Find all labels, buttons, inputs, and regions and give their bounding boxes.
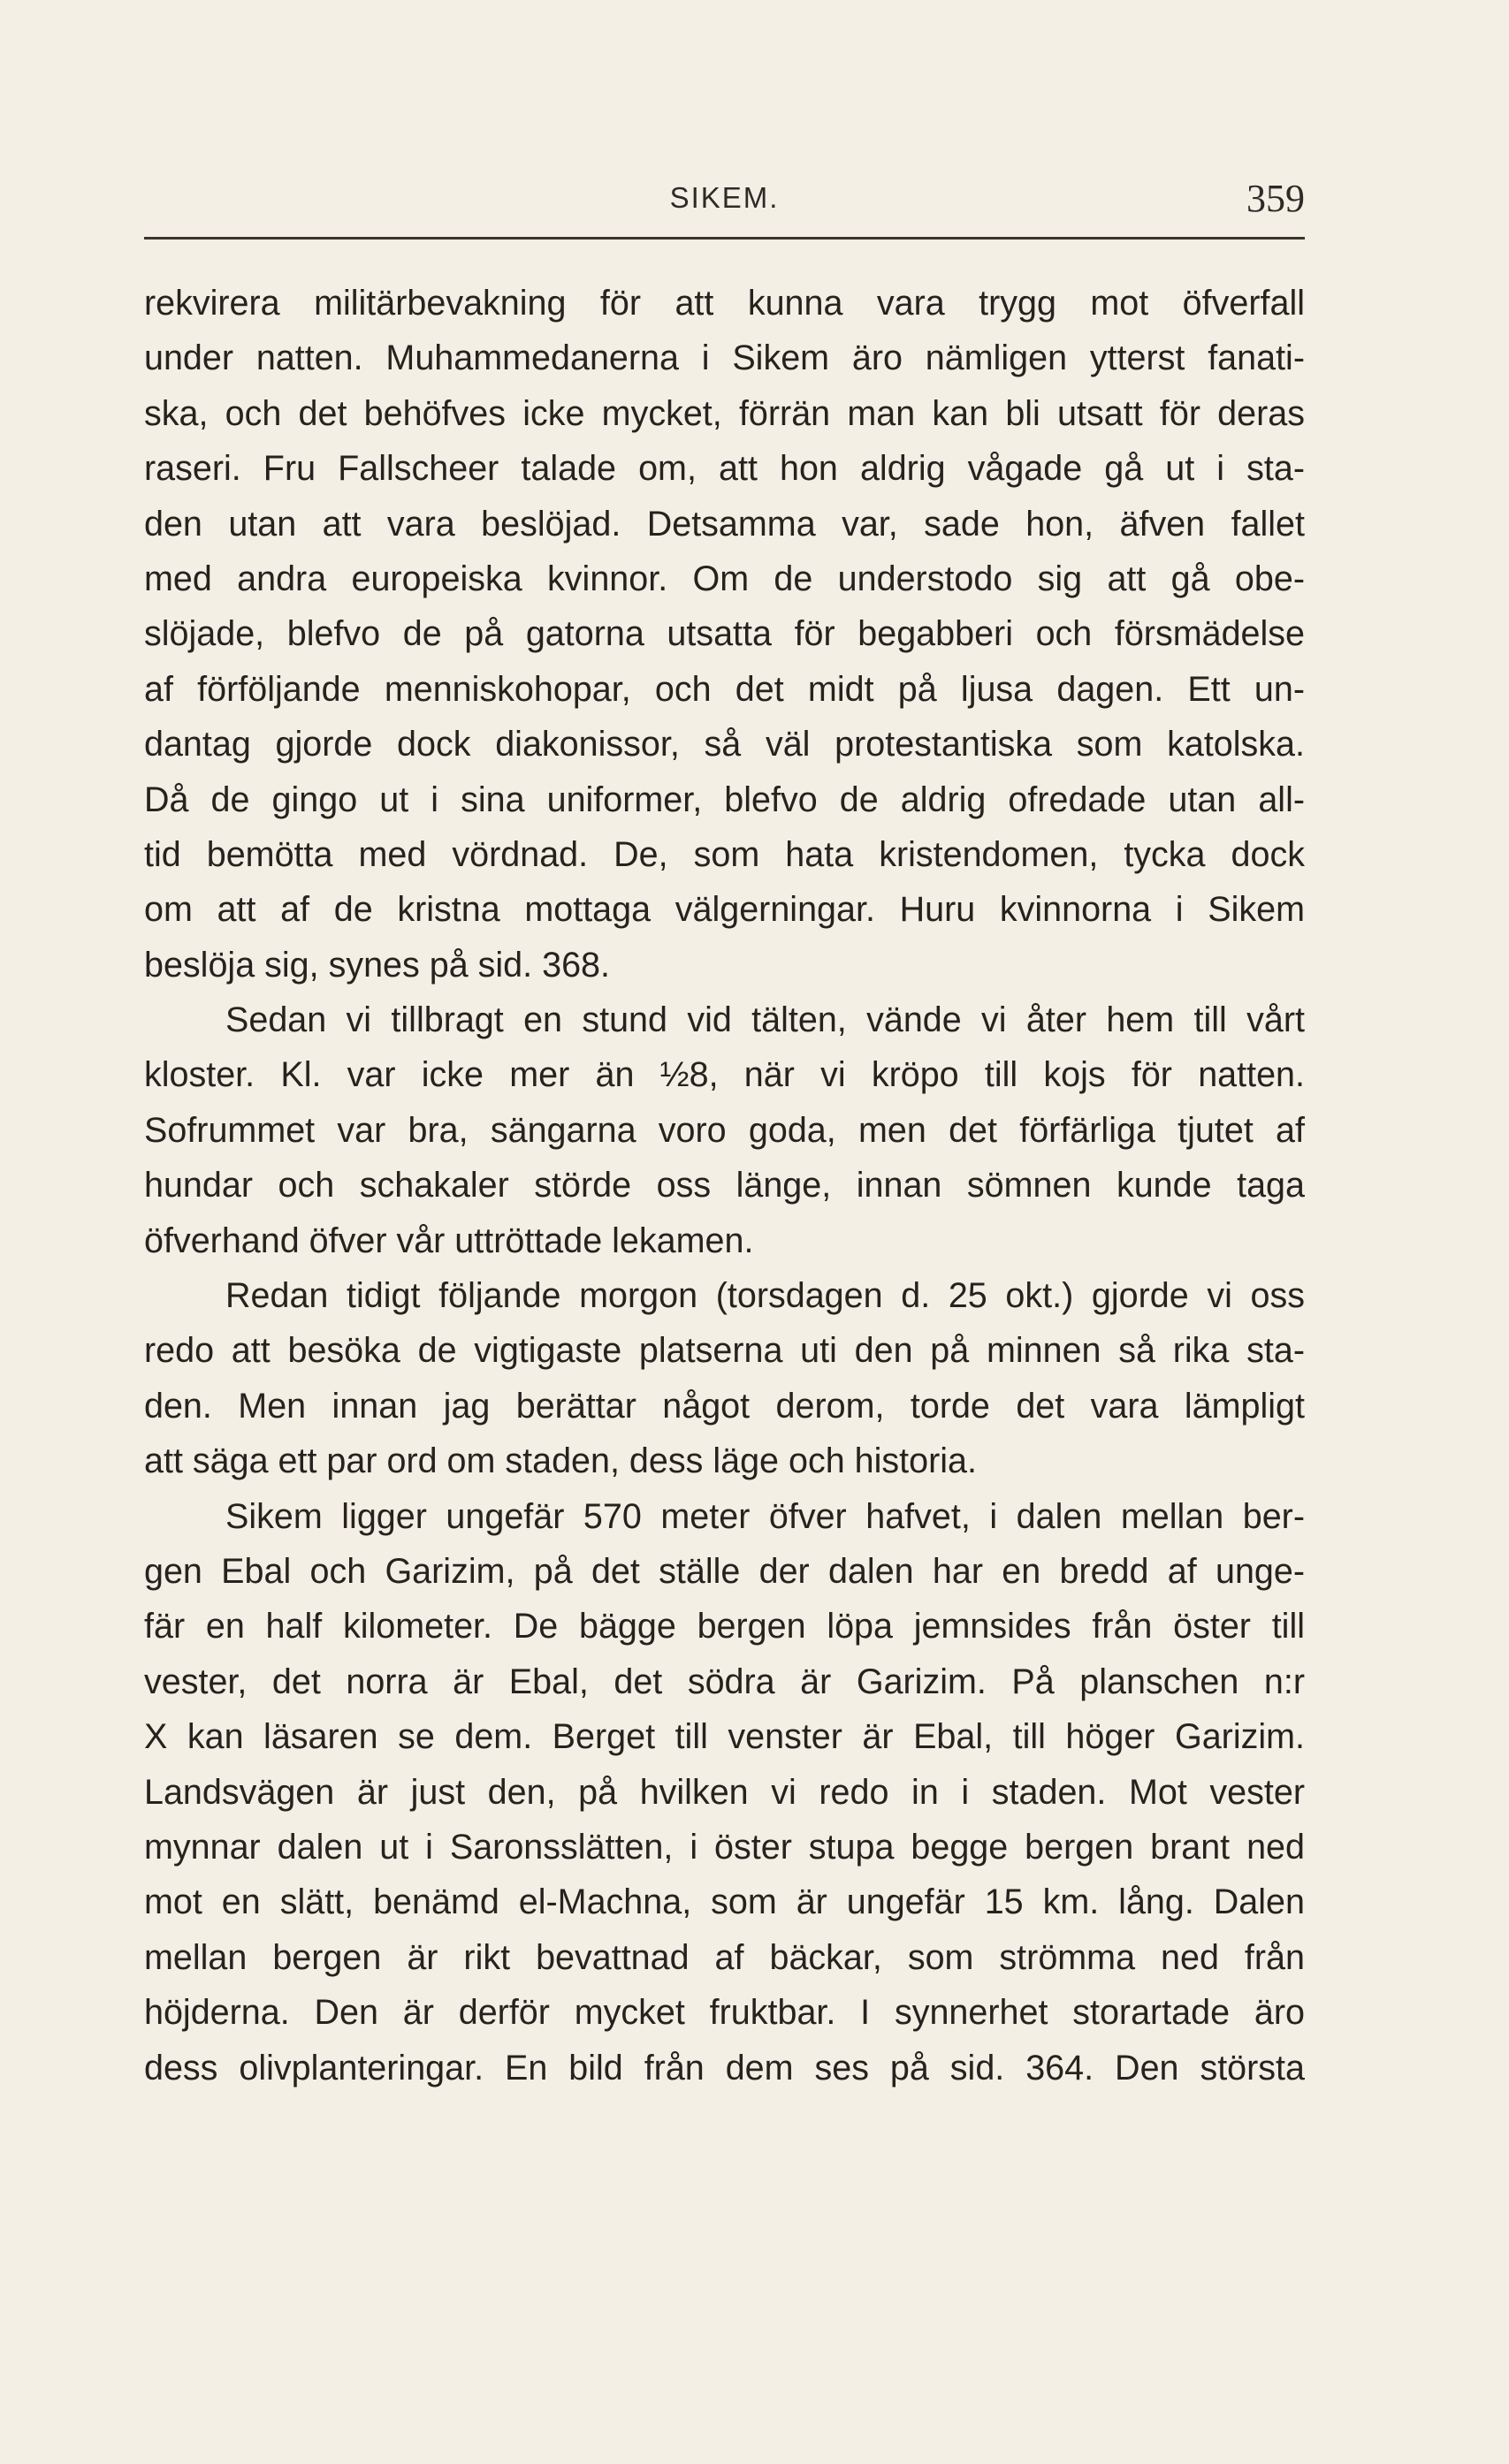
text-line: rekvirera militärbevakning för att kunna vara trygg mot öfverfall — [144, 284, 1305, 323]
text-line: Landsvägen är just den, på hvilken vi redo in i staden. Mot vester — [144, 1772, 1305, 1812]
text-line: raseri. Fru Fallscheer talade om, att hon aldrig vågade gå ut i sta- — [144, 449, 1305, 489]
text-line: höjderna. Den är derför mycket fruktbar. I synnerhet storartade äro — [144, 1993, 1305, 2033]
text-line: om att af de kristna mottaga välgerningar. Huru kvinnorna i Sikem — [144, 890, 1305, 930]
text-line: öfverhand öfver vår uttröttade lekamen. — [144, 1221, 754, 1260]
text-line: Då de gingo ut i sina uniformer, blefvo de aldrig ofredade utan all- — [144, 780, 1305, 819]
text-line: Sikem ligger ungefär 570 meter öfver hafvet, i dalen mellan ber- — [225, 1496, 1305, 1536]
text-line: mynnar dalen ut i Saronsslätten, i öster stupa begge bergen brant ned — [144, 1827, 1305, 1867]
page-header — [144, 177, 1305, 234]
text-line: dess olivplanteringar. En bild från dem ses på sid. 364. Den största — [144, 2048, 1305, 2088]
text-line: af förföljande menniskohopar, och det midt på ljusa dagen. Ett un- — [144, 669, 1305, 709]
text-line: dantag gjorde dock diakonissor, så väl protestantiska som katolska. — [144, 725, 1305, 764]
text-line: hundar och schakaler störde oss länge, innan sömnen kunde taga — [144, 1166, 1305, 1205]
text-line: fär en half kilometer. De bägge bergen löpa jemnsides från öster till — [144, 1607, 1305, 1646]
text-line: Redan tidigt följande morgon (torsdagen d. 25 okt.) gjorde vi oss — [225, 1276, 1305, 1316]
text-line: den utan att vara beslöjad. Detsamma var, sade hon, äfven fallet — [144, 504, 1305, 544]
text-line: tid bemötta med vördnad. De, som hata kristendomen, tycka dock — [144, 834, 1305, 874]
text-line: den. Men innan jag berättar något derom, torde det vara lämpligt — [144, 1386, 1305, 1426]
text-line: med andra europeiska kvinnor. Om de understodo sig att gå obe- — [144, 559, 1305, 598]
text-line: beslöja sig, synes på sid. 368. — [144, 945, 610, 985]
text-line: mellan bergen är rikt bevattnad af bäckar, som strömma ned från — [144, 1937, 1305, 1977]
text-line: redo att besöka de vigtigaste platserna uti den på minnen så rika sta- — [144, 1331, 1305, 1371]
text-line: ska, och det behöfves icke mycket, förrän man kan bli utsatt för deras — [144, 393, 1305, 433]
text-line: kloster. Kl. var icke mer än ½8, när vi kröpo till kojs för natten. — [144, 1055, 1305, 1095]
text-line: Sofrummet var bra, sängarna voro goda, men det förfärliga tjutet af — [144, 1110, 1305, 1150]
text-line: att säga ett par ord om staden, dess läge och historia. — [144, 1441, 977, 1481]
text-line: vester, det norra är Ebal, det södra är Garizim. På planschen n:r — [144, 1662, 1305, 1701]
running-head: SIKEM. — [669, 181, 780, 214]
text-line: gen Ebal och Garizim, på det ställe der dalen har en bredd af unge- — [144, 1551, 1305, 1591]
text-line: X kan läsaren se dem. Berget till venster är Ebal, till höger Garizim. — [144, 1717, 1305, 1757]
body-text — [144, 276, 1305, 2095]
text-line: under natten. Muhammedanerna i Sikem äro nämligen ytterst fanati- — [144, 338, 1305, 378]
text-line: mot en slätt, benämd el-Machna, som är ungefär 15 km. lång. Dalen — [144, 1882, 1305, 1922]
text-line: Sedan vi tillbragt en stund vid tälten, vände vi åter hem till vårt — [225, 1000, 1305, 1040]
text-line: slöjade, blefvo de på gatorna utsatta för begabberi och försmädelse — [144, 614, 1305, 654]
page-number: 359 — [1246, 177, 1305, 220]
header-rule — [144, 237, 1305, 240]
